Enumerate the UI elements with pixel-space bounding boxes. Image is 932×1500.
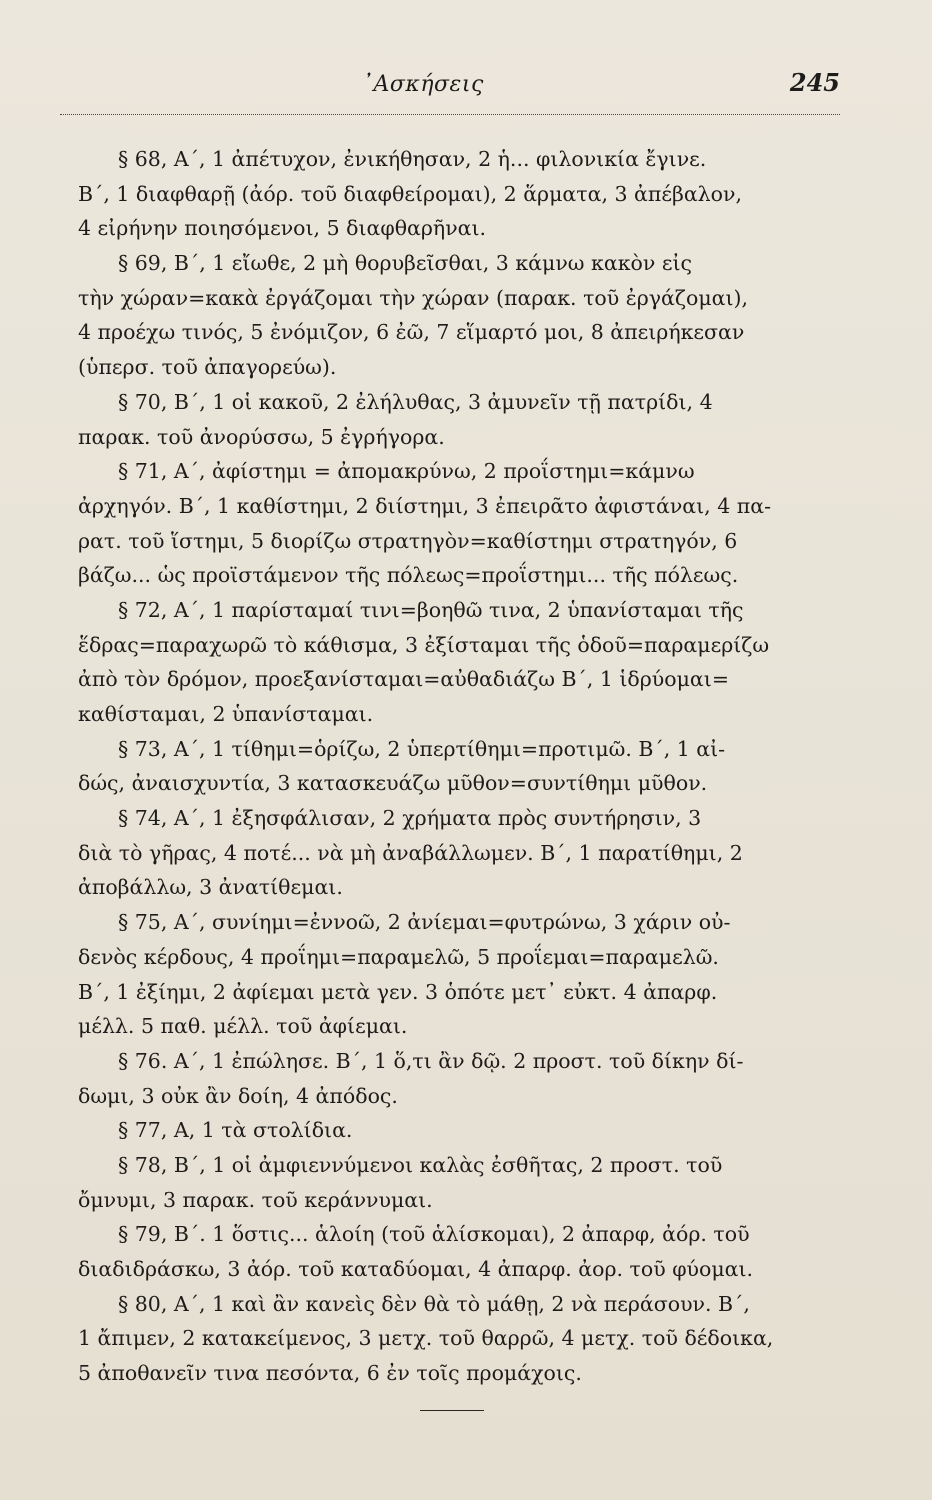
text-line: 4 εἰρήνην ποιησόμενοι, 5 διαφθαρῆναι. <box>78 216 487 241</box>
text-line: δωμι, 3 οὐκ ἂν δοίη, 4 ἀπόδος. <box>78 1083 398 1108</box>
text-line: (ὑπερσ. τοῦ ἀπαγορεύω). <box>78 355 337 380</box>
section-end-rule <box>420 1410 484 1411</box>
text-line: ἀρχηγόν. Β΄, 1 καθίστημι, 2 διίστημι, 3 ἐπειρᾶτο ἀφιστάναι, 4 πα- <box>78 493 772 518</box>
text-line: διαδιδράσκω, 3 ἀόρ. τοῦ καταδύομαι, 4 ἀπαρφ. ἀορ. τοῦ φύομαι. <box>78 1257 754 1281</box>
text-line: δενὸς κέρδους, 4 προΐημι=παραμελῶ, 5 προΐεμαι=παραμελῶ. <box>78 944 719 969</box>
text-line: παρακ. τοῦ ἀνορύσσω, 5 ἐγρήγορα. <box>78 424 445 449</box>
text-line: § 73, Α΄, 1 τίθημι=ὁρίζω, 2 ὑπερτίθημι=προτιμῶ. Β΄, 1 αἰ- <box>118 736 726 761</box>
text-line: διὰ τὸ γῆρας, 4 ποτέ... νὰ μὴ ἀναβάλλωμεν. Β΄, 1 παρατίθημι, 2 <box>78 840 743 865</box>
text-line: ἀποβάλλω, 3 ἀνατίθεμαι. <box>78 875 343 900</box>
text-line: § 75, Α΄, συνίημι=ἐννοῶ, 2 ἀνίεμαι=φυτρώνω, 3 χάριν οὐ- <box>118 910 731 935</box>
text-line: § 69, Β΄, 1 εἴωθε, 2 μὴ θορυβεῖσθαι, 3 κάμνω κακὸν εἰς <box>118 251 692 276</box>
text-line: § 79, Β΄. 1 ὅστις... ἁλοίη (τοῦ ἁλίσκομαι), 2 ἀπαρφ, ἀόρ. τοῦ <box>118 1222 750 1247</box>
text-line: § 74, Α΄, 1 ἐξησφάλισαν, 2 χρήματα πρὸς συντήρησιν, 3 <box>118 806 702 831</box>
text-line: ὄμνυμι, 3 παρακ. τοῦ κεράννυμαι. <box>78 1187 433 1212</box>
text-line: καθίσταμαι, 2 ὑπανίσταμαι. <box>78 702 374 726</box>
text-line: τὴν χώραν=κακὰ ἐργάζομαι τὴν χώραν (παρακ. τοῦ ἐργάζομαι), <box>78 285 749 310</box>
text-line: ἀπὸ τὸν δρόμον, προεξανίσταμαι=αὐθαδιάζω Β΄, 1 ἱδρύομαι= <box>78 667 729 692</box>
text-line: § 72, Α΄, 1 παρίσταμαί τινι=βοηθῶ τινα, 2 ὑπανίσταμαι τῆς <box>118 597 744 622</box>
running-title: ᾽Ασκήσεις <box>362 72 484 97</box>
running-head <box>60 66 840 102</box>
page-number: 245 <box>789 68 840 97</box>
text-line: 5 ἀποθανεῖν τινα πεσόντα, 6 ἐν τοῖς προμάχοις. <box>78 1361 582 1386</box>
text-line: § 70, Β΄, 1 οἱ κακοῦ, 2 ἐλήλυθας, 3 ἀμυνεῖν τῇ πατρίδι, 4 <box>118 389 713 414</box>
text-line: § 76. Α΄, 1 ἐπώλησε. Β΄, 1 ὅ,τι ἂν δῷ. 2 προστ. τοῦ δίκην δί- <box>118 1048 744 1073</box>
text-line: βάζω... ὡς προϊστάμενον τῆς πόλεως=προΐστημι... τῆς πόλεως. <box>78 563 739 588</box>
text-line: δώς, ἀναισχυντία, 3 κατασκευάζω μῦθον=συντίθημι μῦθον. <box>78 771 708 796</box>
text-line: § 68, Α΄, 1 ἀπέτυχον, ἐνικήθησαν, 2 ἡ... φιλονικία ἔγινε. <box>118 147 707 171</box>
text-line: § 78, Β΄, 1 οἱ ἀμφιεννύμενοι καλὰς ἐσθῆτας, 2 προστ. τοῦ <box>118 1152 723 1177</box>
text-line: § 80, Α΄, 1 καὶ ἂν κανεὶς δὲν θὰ τὸ μάθῃ, 2 νὰ περάσουν. Β΄, <box>118 1291 750 1316</box>
text-line: § 77, Α, 1 τὰ στολίδια. <box>118 1118 353 1143</box>
text-line: μέλλ. 5 παθ. μέλλ. τοῦ ἀφίεμαι. <box>78 1014 408 1039</box>
text-line: Β΄, 1 ἐξίημι, 2 ἀφίεμαι μετὰ γεν. 3 ὁπότε μετ᾽ εὐκτ. 4 ἀπαρφ. <box>78 979 718 1004</box>
text-line: ἕδρας=παραχωρῶ τὸ κάθισμα, 3 ἐξίσταμαι τῆς ὁδοῦ=παραμερίζω <box>78 632 770 657</box>
text-line: 1 ἄπιμεν, 2 κατακείμενος, 3 μετχ. τοῦ θαρρῶ, 4 μετχ. τοῦ δέδοικα, <box>78 1326 774 1351</box>
text-line: § 71, Α΄, ἀφίστημι = ἀπομακρύνω, 2 προΐστημι=κάμνω <box>118 459 695 484</box>
text-line: 4 προέχω τινός, 5 ἐνόμιζον, 6 ἐῶ, 7 εἵμαρτό μοι, 8 ἀπειρήκεσαν <box>78 320 745 345</box>
text-line: ρατ. τοῦ ἵστημι, 5 διορίζω στρατηγὸν=καθίστημι στρατηγόν, 6 <box>78 528 738 553</box>
text-line: Β΄, 1 διαφθαρῇ (ἀόρ. τοῦ διαφθείρομαι), 2 ἅρματα, 3 ἀπέβαλον, <box>78 181 742 206</box>
body-text <box>78 142 850 1391</box>
header-divider <box>60 114 840 115</box>
